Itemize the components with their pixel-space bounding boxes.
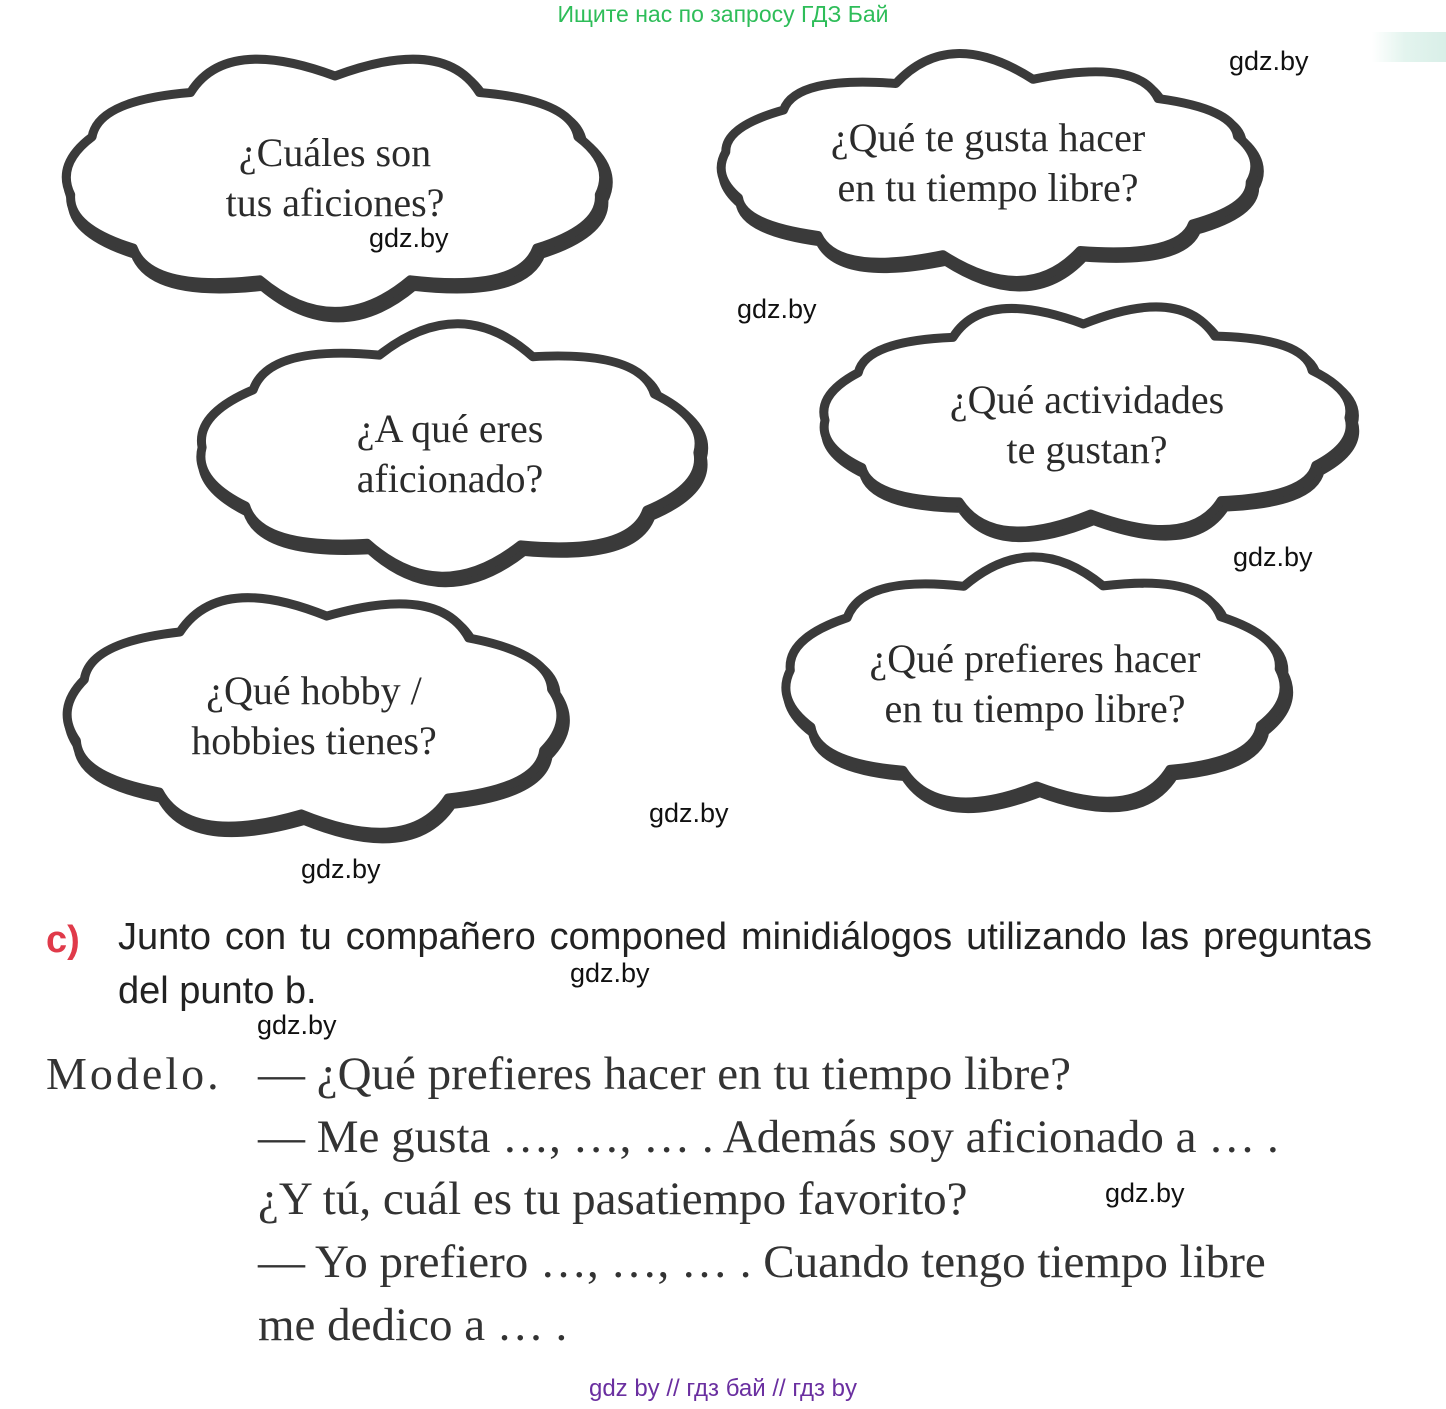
cloud-text [46, 128, 624, 228]
modelo-label: Modelo. [46, 1048, 222, 1099]
cloud-line: te gustan? [1006, 427, 1168, 472]
cloud-line: en tu tiempo libre? [884, 686, 1186, 731]
speech-cloud-2 [700, 62, 1276, 272]
cloud-line: ¿Qué te gusta hacer [830, 115, 1146, 160]
speech-cloud-6 [766, 566, 1304, 802]
watermark: gdz.by [737, 294, 817, 324]
watermark: gdz.by [649, 798, 729, 828]
cloud-text [180, 404, 720, 504]
watermark: gdz.by [369, 223, 449, 253]
cloud-text [46, 666, 582, 766]
watermark: gdz.by [1105, 1178, 1185, 1208]
dialogue-line-2: — Me gusta …, …, … . Además soy aficionado a … . [258, 1111, 1279, 1163]
speech-cloud-4 [803, 308, 1371, 530]
watermark: gdz.by [570, 958, 650, 988]
speech-cloud-5 [46, 600, 582, 830]
cloud-line: en tu tiempo libre? [837, 165, 1139, 210]
dialogue-line-1: — ¿Qué prefieres hacer en tu tiempo libre? [258, 1048, 1071, 1100]
top-banner: Ищите нас по запросу ГДЗ Бай [557, 1, 889, 27]
dialogue-line-4: — Yo prefiero …, …, … . Cuando tengo tiempo libre [258, 1236, 1266, 1288]
task-instruction: Junto con tu compañero componed minidiálogos utilizando las preguntas del punto b. [118, 916, 1372, 1012]
cloud-text [766, 634, 1304, 734]
corner-tab [1372, 32, 1446, 62]
cloud-line: ¿A qué eres [356, 406, 544, 451]
watermark: gdz.by [1229, 46, 1309, 76]
task-letter: c) [46, 919, 80, 961]
cloud-line: hobbies tienes? [191, 718, 437, 763]
speech-cloud-1 [46, 60, 624, 300]
cloud-text [803, 375, 1371, 475]
cloud-line: ¿Qué prefieres hacer [869, 636, 1201, 681]
watermark: gdz.by [301, 854, 381, 884]
dialogue-line-3: ¿Y tú, cuál es tu pasatiempo favorito? [258, 1173, 968, 1225]
cloud-line: ¿Qué actividades [949, 377, 1225, 422]
cloud-line: aficionado? [356, 456, 544, 501]
footer-links: gdz by // гдз бай // гдз by [588, 1375, 858, 1402]
cloud-line: ¿Cuáles son [238, 130, 432, 175]
watermark: gdz.by [257, 1010, 337, 1040]
cloud-text [700, 113, 1276, 213]
watermark: gdz.by [1233, 542, 1313, 572]
cloud-line: ¿Qué hobby / [206, 668, 422, 713]
dialogue-line-5: me dedico a … . [258, 1299, 568, 1351]
speech-cloud-3 [180, 335, 720, 565]
cloud-line: tus aficiones? [225, 180, 445, 225]
